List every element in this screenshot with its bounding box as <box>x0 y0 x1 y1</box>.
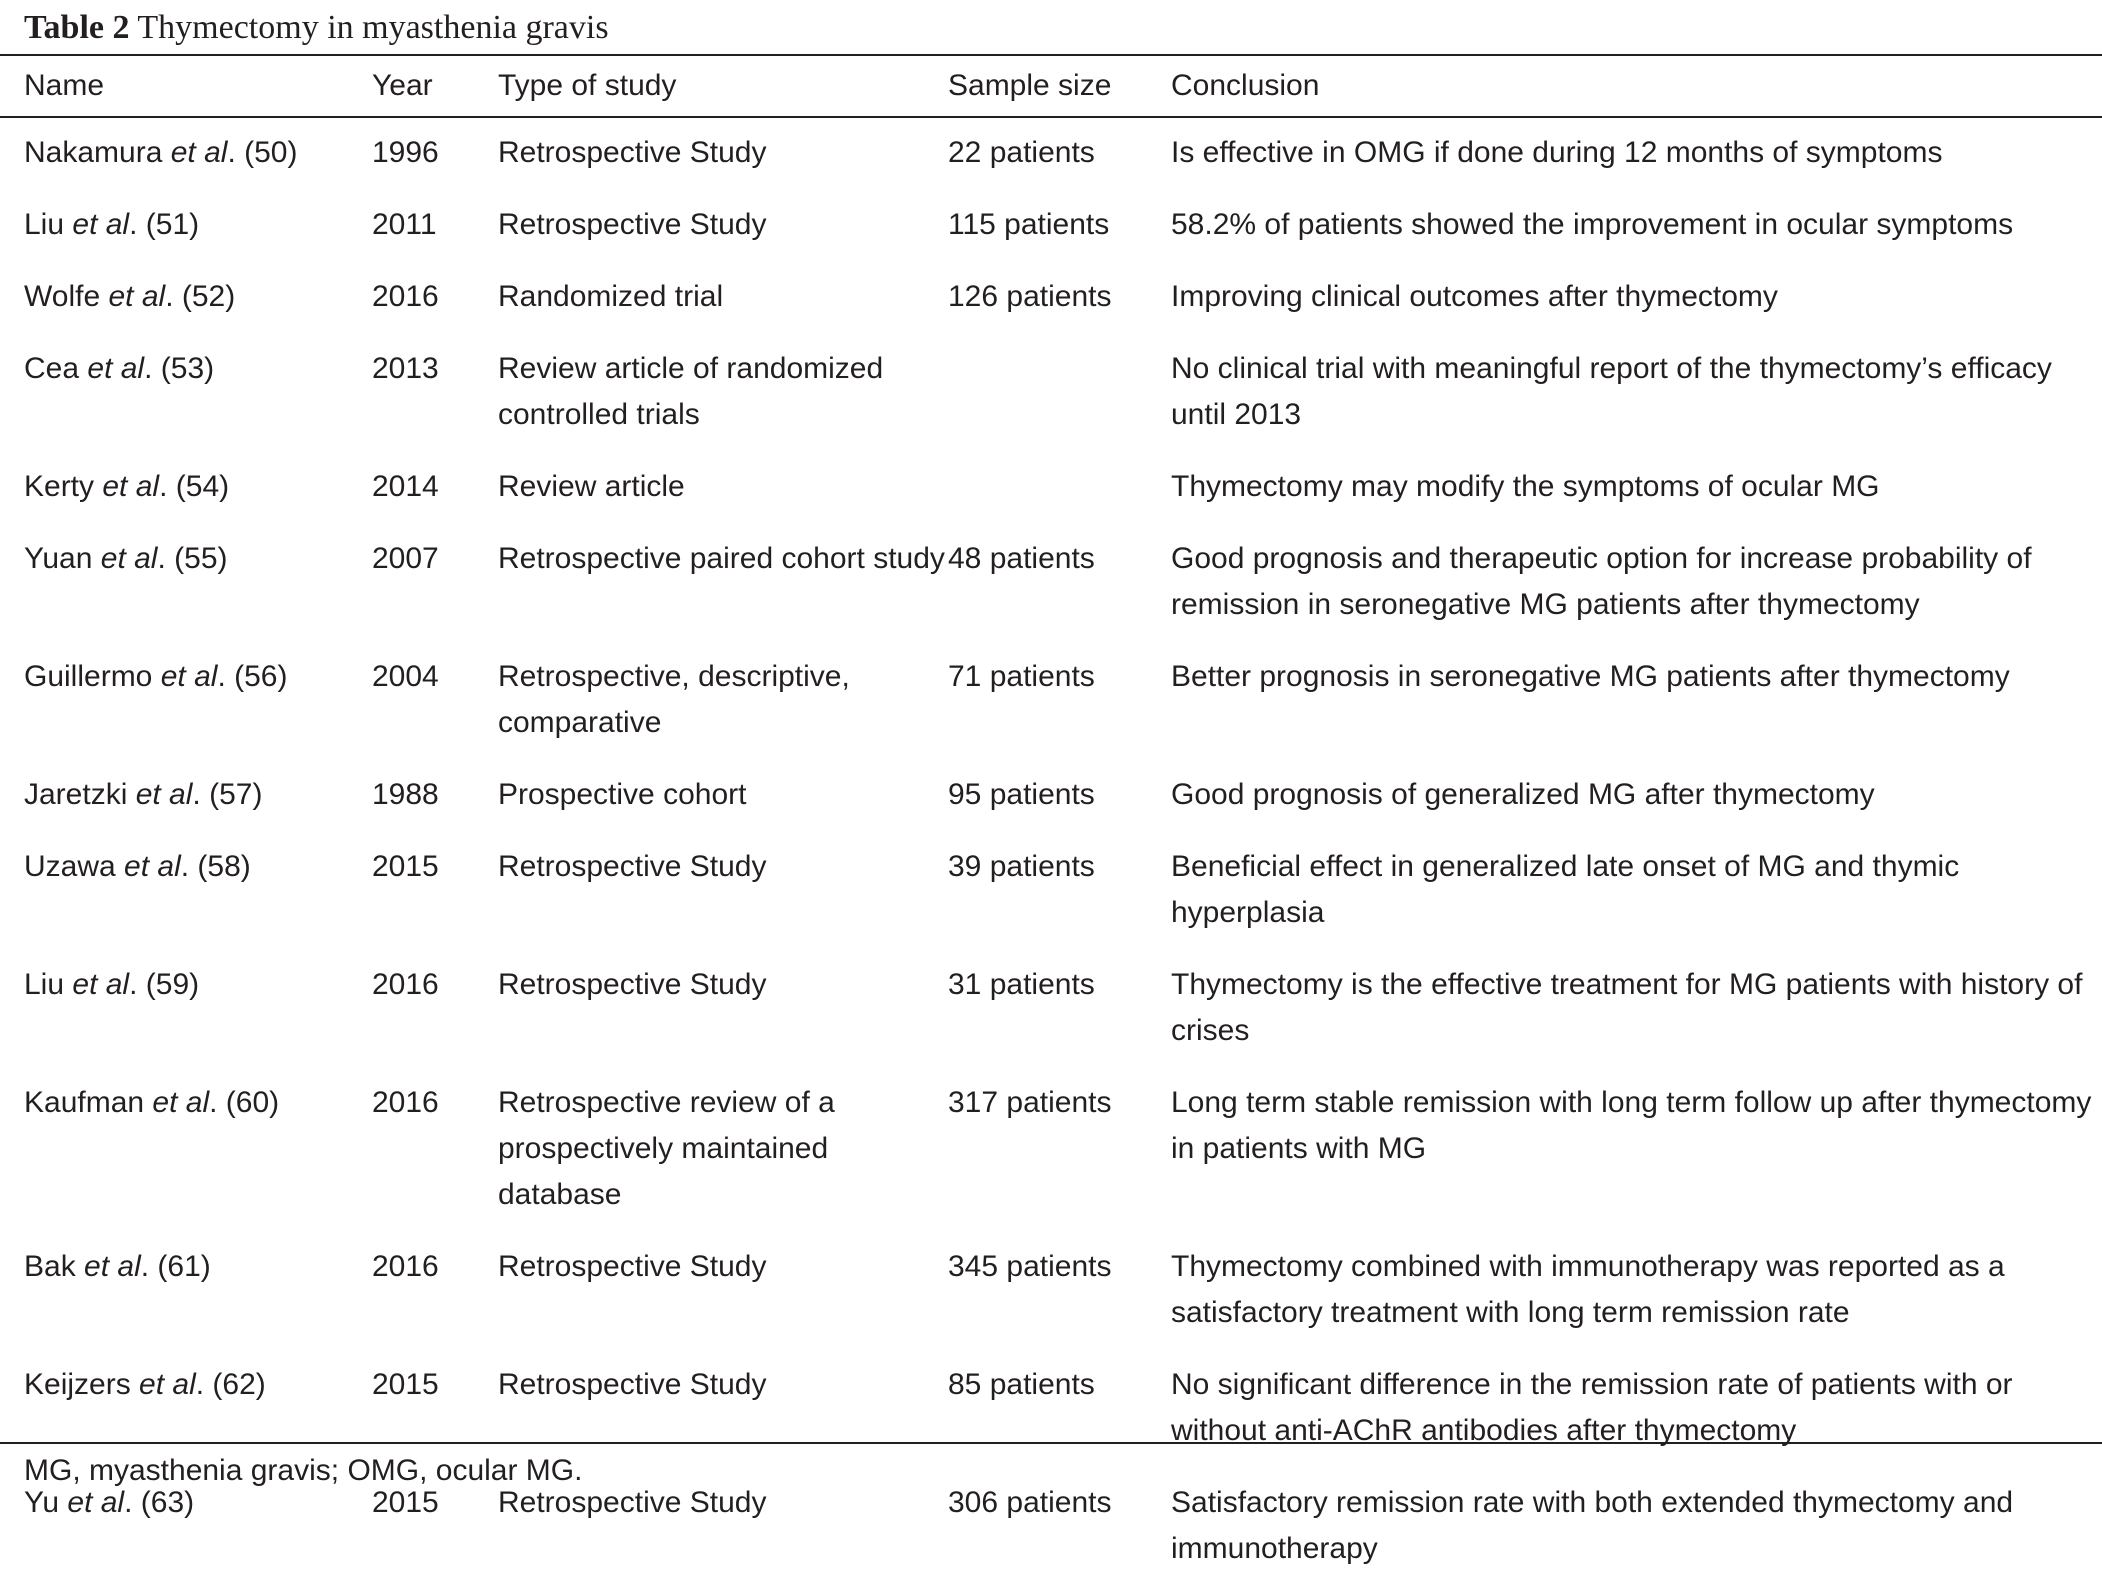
cell-year: 1996 <box>372 136 439 169</box>
et-al: et al <box>152 1086 210 1119</box>
author-surname: Cea <box>24 352 80 385</box>
table-caption <box>24 4 609 52</box>
cell-name <box>0 454 372 526</box>
cell-type: Retrospective, descriptive, comparative <box>498 660 850 739</box>
cell-size: 22 patients <box>948 136 1095 169</box>
et-al: et al <box>124 850 181 883</box>
cell-year: 2016 <box>372 968 439 1001</box>
cell-name <box>0 952 372 1070</box>
cell-conclusion: Satisfactory remission rate with both extended thymectomy and immunotherapy <box>1171 1486 2014 1565</box>
author-surname: Wolfe <box>24 280 109 313</box>
cell-name <box>0 762 372 834</box>
cell-type: Retrospective Study <box>498 1486 767 1519</box>
cell-name <box>0 1070 372 1234</box>
author-surname: Kaufman <box>24 1086 145 1119</box>
table-row <box>0 526 2102 644</box>
cell-year: 2007 <box>372 542 439 575</box>
cell-conclusion: No clinical trial with meaningful report of the thymectomy’s efficacy until 2013 <box>1171 352 2052 431</box>
cell-conclusion: Long term stable remission with long term follow up after thymectomy in patients with MG <box>1171 1086 2092 1165</box>
et-al: et al <box>135 778 193 811</box>
cell-conclusion: Better prognosis in seronegative MG patients after thymectomy <box>1171 660 2010 693</box>
cell-type: Randomized trial <box>498 280 724 313</box>
table-row <box>0 192 2102 264</box>
author-surname: Kerty <box>24 470 95 503</box>
cell-type: Retrospective Study <box>498 968 767 1001</box>
table-row <box>0 116 2102 192</box>
cell-year: 2016 <box>372 1250 439 1283</box>
et-al: et al <box>67 1486 125 1519</box>
cell-size: 306 patients <box>948 1486 1112 1519</box>
reference-number: . (60) <box>209 1086 280 1119</box>
reference-number: . (59) <box>129 968 200 1001</box>
author-surname: Bak <box>24 1250 76 1283</box>
cell-type: Retrospective Study <box>498 1368 767 1401</box>
reference-number: . (54) <box>159 470 230 503</box>
cell-type: Prospective cohort <box>498 778 747 811</box>
table-header-row <box>0 56 2102 116</box>
table-row <box>0 264 2102 336</box>
table-row <box>0 1070 2102 1234</box>
author-surname: Jaretzki <box>24 778 128 811</box>
cell-name <box>0 116 372 192</box>
author-surname: Uzawa <box>24 850 116 883</box>
cell-name <box>0 644 372 762</box>
cell-size <box>948 454 1171 526</box>
cell-size: 115 patients <box>948 208 1110 241</box>
et-al: et al <box>160 660 218 693</box>
author-surname: Liu <box>24 968 65 1001</box>
reference-number: . (50) <box>227 136 298 169</box>
cell-year: 2004 <box>372 660 439 693</box>
cell-size: 39 patients <box>948 850 1095 883</box>
et-al: et al <box>72 208 130 241</box>
reference-number: . (55) <box>157 542 228 575</box>
reference-number: . (63) <box>124 1486 195 1519</box>
cell-year: 2011 <box>372 208 437 241</box>
cell-year: 2016 <box>372 1086 439 1119</box>
cell-size: 95 patients <box>948 778 1095 811</box>
table-caption-title: Thymectomy in myasthenia gravis <box>137 9 609 46</box>
cell-name <box>0 1234 372 1352</box>
header-year: Year <box>372 69 433 102</box>
reference-number: . (57) <box>192 778 263 811</box>
cell-year: 1988 <box>372 778 439 811</box>
et-al: et al <box>102 470 160 503</box>
cell-conclusion: No significant difference in the remission rate of patients with or without anti-AChR antibodies after thymectomy <box>1171 1368 2013 1447</box>
author-surname: Yuan <box>24 542 93 575</box>
reference-number: . (62) <box>195 1368 266 1401</box>
cell-conclusion: Is effective in OMG if done during 12 months of symptoms <box>1171 136 1943 169</box>
cell-size: 85 patients <box>948 1368 1095 1401</box>
cell-type: Retrospective review of a prospectively maintained database <box>498 1086 835 1211</box>
cell-conclusion: Thymectomy combined with immunotherapy was reported as a satisfactory treatment with long term remission rate <box>1171 1250 2005 1329</box>
table-body <box>0 116 2102 1588</box>
et-al: et al <box>100 542 158 575</box>
cell-name <box>0 526 372 644</box>
author-surname: Yu <box>24 1486 60 1519</box>
cell-type: Retrospective Study <box>498 1250 767 1283</box>
thymectomy-table <box>0 56 2102 1588</box>
header-type: Type of study <box>498 69 677 102</box>
reference-number: . (53) <box>144 352 215 385</box>
cell-size: 317 patients <box>948 1086 1112 1119</box>
table-row <box>0 454 2102 526</box>
cell-size: 48 patients <box>948 542 1095 575</box>
header-conclusion: Conclusion <box>1171 69 1320 102</box>
author-surname: Guillermo <box>24 660 153 693</box>
cell-type: Retrospective paired cohort study <box>498 542 945 575</box>
table-caption-label: Table 2 <box>24 9 130 46</box>
table-row <box>0 952 2102 1070</box>
cell-type: Review article <box>498 470 685 503</box>
author-surname: Keijzers <box>24 1368 131 1401</box>
table-row <box>0 336 2102 454</box>
author-surname: Nakamura <box>24 136 163 169</box>
author-surname: Liu <box>24 208 65 241</box>
cell-year: 2014 <box>372 470 439 503</box>
table-footnote: MG, myasthenia gravis; OMG, ocular MG. <box>24 1454 583 1487</box>
cell-size: 31 patients <box>948 968 1095 1001</box>
et-al: et al <box>84 1250 141 1283</box>
reference-number: . (52) <box>165 280 236 313</box>
cell-name <box>0 336 372 454</box>
cell-year: 2015 <box>372 850 439 883</box>
cell-name <box>0 834 372 952</box>
cell-year: 2015 <box>372 1368 439 1401</box>
reference-number: . (56) <box>217 660 288 693</box>
header-name: Name <box>24 69 105 102</box>
cell-type: Retrospective Study <box>498 208 767 241</box>
et-al: et al <box>72 968 130 1001</box>
et-al: et al <box>87 352 145 385</box>
table-row <box>0 834 2102 952</box>
cell-year: 2013 <box>372 352 439 385</box>
table-row <box>0 1234 2102 1352</box>
cell-conclusion: Beneficial effect in generalized late onset of MG and thymic hyperplasia <box>1171 850 1960 929</box>
cell-name <box>0 192 372 264</box>
cell-year: 2015 <box>372 1486 439 1519</box>
cell-size: 126 patients <box>948 280 1112 313</box>
reference-number: . (61) <box>140 1250 211 1283</box>
cell-conclusion: Improving clinical outcomes after thymectomy <box>1171 280 1778 313</box>
cell-size <box>948 336 1171 454</box>
table-row <box>0 644 2102 762</box>
cell-year: 2016 <box>372 280 439 313</box>
cell-conclusion: Good prognosis and therapeutic option for increase probability of remission in seronegative MG patients after thymectomy <box>1171 542 2032 621</box>
cell-conclusion: 58.2% of patients showed the improvement in ocular symptoms <box>1171 208 2014 241</box>
reference-number: . (51) <box>129 208 200 241</box>
cell-conclusion: Good prognosis of generalized MG after thymectomy <box>1171 778 1875 811</box>
header-size: Sample size <box>948 69 1112 102</box>
cell-conclusion: Thymectomy may modify the symptoms of ocular MG <box>1171 470 1880 503</box>
et-al: et al <box>139 1368 196 1401</box>
cell-type: Review article of randomized controlled trials <box>498 352 884 431</box>
reference-number: . (58) <box>180 850 251 883</box>
cell-type: Retrospective Study <box>498 136 767 169</box>
cell-name <box>0 264 372 336</box>
cell-type: Retrospective Study <box>498 850 767 883</box>
table-row <box>0 762 2102 834</box>
cell-size: 345 patients <box>948 1250 1112 1283</box>
et-al: et al <box>108 280 166 313</box>
cell-conclusion: Thymectomy is the effective treatment for MG patients with history of crises <box>1171 968 2083 1047</box>
et-al: et al <box>170 136 228 169</box>
cell-size: 71 patients <box>948 660 1095 693</box>
